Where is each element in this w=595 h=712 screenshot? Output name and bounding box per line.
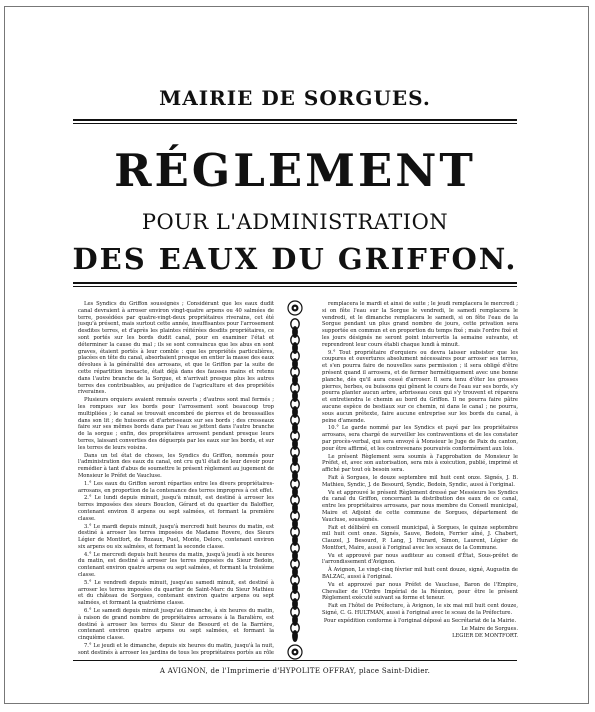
title: RÉGLEMENT [114, 144, 476, 197]
right-paragraph: Vu et approuvé par nous Préfet de Vaucluse, Baron de l'Empire, Chevalier de l'Ordre Impérial de la Réunion, pour être le présent Règlement exécuté suivant sa forme et teneur. [322, 581, 518, 602]
left-paragraph: Les Syndics du Griffon soussignés ; Considérant que les eaux dudit canal devraient à arroser environ vingt-quatre arpens ou 40 salmées de terre, possédées par quatre-vingt-deux propriétaires riverains, cet été jusqu'à présent, mais surtout cette année, insuffisantes pour l'arrosement desdites terres, et d'après les plaintes réitérées desdits propriétaires, ce sont portés sur les bords dudit canal, pour en examiner l'état et déterminer la cause du mal ; ils se sont convaincus que les abus en sont graves, étaient portés à leur comble : que les propriétés particulières, placées en tête du canal, absorbaient presque en entier la masse des eaux dévolues à la généralité des arrosans, et que le Griffon par la suite de cette répartition inexacte, était déjà dans des fausses mains et retenu dans l'autre branche de la Sorgue, et n'arrivait presque plus les autres terres des contribuables, au préjudice de l'agriculture et des propriétés riveraines. [78, 301, 274, 396]
body-right-column [322, 301, 518, 656]
right-paragraph: Fait à Sorgues, le douze septembre mil huit cent onze. Signés, J. B. Mathieu, Syndic, J. de Besourd, Syndic, Bedoin, Syndic, aussi à l'original. [322, 474, 518, 488]
right-paragraph: Vu et approuvé par nous auditeur au conseil d'État, Sous-préfet de l'arrondissement d'Avignon. [322, 552, 518, 566]
right-paragraph: À Avignon, Le vingt-cinq février mil huit cent douze, signé, Augustin de BALZAC, aussi à l'original. [322, 567, 518, 581]
left-paragraph: Dans un tel état de choses, les Syndics du Griffon, nommés pour l'administration des eaux du canal, ont cru qu'il était de leur devoir pour remédier à tant d'abus de soumettre le présent règlement au jugement de Monsieur le Préfet de Vaucluse. [78, 452, 274, 479]
subtitle-line-2: DES EAUX DU GRIFFON. [72, 242, 518, 276]
left-paragraph: 4.° Le mercredi depuis huit heures du matin, jusqu'à jeudi à six heures du matin, est destiné à arroser les terres imposées du Sieur Bedoin, contenant environ quatre arpens ou sept salmées, et formant la troisième classe. [78, 551, 274, 579]
right-paragraph: Le présent Règlement sera soumis à l'approbation de Monsieur le Préfet, et, avec son autorisation, sera mis à exécution, publié, imprimé et affiché par tout où besoin sera. [322, 453, 518, 474]
left-paragraph: 2.° Le lundi depuis minuit, jusqu'à minuit, est destiné à arroser les terres imposées des sieurs Bouclon, Gérard et du quartier du Baloffier, contenant environ 8 arpens ou sept salmées, et formant la première classe. [78, 495, 274, 522]
right-paragraph: remplacera le mardi et ainsi de suite ; le jeudi remplacera le mercredi ; si on fête l'eau sur la Sorgue le vendredi, le samedi remplacera le vendredi, et le dimanche remplacera le samedi, si on fête l'eau de la Sorgue pendant un plus grand nombre de jours, cette privation sera supportée en commun et en proportion du temps fixé ; mais l'ordre fixé et les jours désignés ne seront point intervertis la semaine suivante, et reprendront leur cours établi chaque lundi à minuit. [322, 301, 518, 348]
mayor-heading: MAIRIE DE SORGUES. [159, 86, 431, 110]
divider-middle-thin [73, 286, 517, 287]
divider-middle [73, 282, 517, 284]
left-paragraph: 5.° Le vendredi depuis minuit, jusqu'au samedi minuit, est destiné à arroser les terres imposées du quartier de Saint-Marc du Sieur Mathieu et du château de Sorgues, contenant environ quatre arpens ou sept salmées, et formant la quatrième classe. [78, 579, 274, 607]
rosette-ornament [288, 645, 302, 659]
right-paragraph: Fait en l'hôtel de Préfecture, à Avignon, le six mai mil huit cent douze, Signé, C. G. HULTMAN, aussi à l'original avec le sceau de la Préfecture. [322, 603, 518, 617]
mayor-signature-name: LEGIER DE MONTFORT. [452, 633, 518, 640]
right-paragraph: 9.° Tout propriétaire d'orquiers ou devra laisser subsister que les coupures et ouvertures absolument nécessaires pour arroser ses terres, et s'en pourra faire de nouvelles sans permission ; il sera obligé d'être présent quand il arrosera, et de fermer hermétiquement avec une bonne planche, dès qu'il aura cessé d'arroser. Il sera tenu d'ôter les grosses pierres, herbes, ou buissons qui gênent le cours de l'eau sur ses bords, s'y pourra planter aucun arbre, arbrisseau ceux qui s'y trouvent et réparera et entretiendra le chemin au bord du Griffon. Il ne pourra faire pâtre aucune espèce de bestiaux sur ce chemin, ni dans le canal ; ne pourra, sous aucun prétexte, faire aucune entreprise sur les bords du canal, à peine d'amende. [322, 349, 518, 424]
ornamental-chain-divider [282, 299, 308, 661]
divider-bottom [73, 660, 517, 661]
left-paragraph: 7.° Le jeudi et le dimanche, depuis six heures du matin, jusqu'à la nuit, sont destinés à arroser les jardins de tous les propriétaires portés au rôle [78, 643, 274, 656]
rosette-ornament [288, 301, 302, 315]
printer-imprint: A AVIGNON, de l'Imprimerie d'HYPOLITE OFFRAY, place Saint-Didier. [159, 667, 431, 675]
left-paragraph: 1.° Les eaux du Griffon seront réparties entre les divers propriétaires-arrosans, en proportion de la contenance des terres impropres à cet effet. [78, 480, 274, 494]
right-paragraph: 10.° Le garde nommé par les Syndics et payé par les propriétaires arrosans, sera chargé de surveiller les contraventions et de les constater par procès-verbal, qui sera envoyé à Monsieur le Juge de Paix du canton, pour être affirmé, et les contrevenans poursuivis conformément aux lois. [322, 425, 518, 452]
left-paragraph: 3.° Le mardi depuis minuit, jusqu'à mercredi huit heures du matin, est destiné à arroser les terres imposées de Madame Rovere, des Sieurs Légier de Montfort, de Rozaux, Puel, Monte, Delors, contenant environ six arpens ou six salmées, et formant la seconde classe. [78, 523, 274, 550]
left-paragraph: Plusieurs orquiers avaient remués ouverts ; d'autres sont mal fermés ; les rompues sur les bords pour l'arrosement sont beaucoup trop multipliées ; le canal se trouvait encombré de pierres et de broussailles dans son lit ; de huissons et d'arbrisseaux sur ses bords ; des cresseaux faire sur ses mêmes bords dans par l'eau se jettent dans l'autre branche de la sorgue ; enfin, des propriétaires arrosent pendant presque leurs terres, laissant converties des déguerpis par les eaux sur les bords, et sur les terres de leurs voisins. [78, 397, 274, 451]
right-paragraph: Fait et délibéré en conseil municipal, à Sorgues, le quinze septembre mil huit cent onze. Signés, Sauve, Bedoin, Ferrier aîné, J. Chabert, Clauzel, J. Besourd, P. Lang, J. Hurard, Simon, Laurent, Légier de Montfort, Maire, aussi à l'original avec les sceaux de la Commune. [322, 524, 518, 551]
right-paragraph: Pour expédition conforme à l'original déposé au Secrétariat de la Mairie. [323, 617, 517, 624]
chain-links [291, 319, 299, 641]
left-paragraph: 6.° Le samedi depuis minuit jusqu'au dimanche, à six heures du matin, à raison de grand nombre de propriétaires arrosans à la Baralière, est destiné à arroser les terres du Sieur de Besourd et de la Barrière, contenant environ quatre arpens ou sept salmées, et formant la cinquième classe. [78, 608, 274, 642]
divider-top-thin [73, 123, 517, 124]
subtitle-line-1: POUR L'ADMINISTRATION [141, 210, 449, 234]
mayor-signature-title: Le Maire de Sorgues. [461, 625, 518, 632]
right-paragraph: Vu et approuvé le présent Règlement dressé par Messieurs les Syndics du canal du Griffon, concernant la distribution des eaux de ce canal, entre les propriétaires arrosans, par nous membre du Conseil municipal, Maire et Adjoint de cette commune de Sorgues, département de Vaucluse, soussignés. [322, 489, 518, 523]
divider-top [73, 119, 517, 121]
chain-link [293, 631, 297, 641]
poster [70, 16, 520, 690]
body-left-column [78, 301, 274, 656]
